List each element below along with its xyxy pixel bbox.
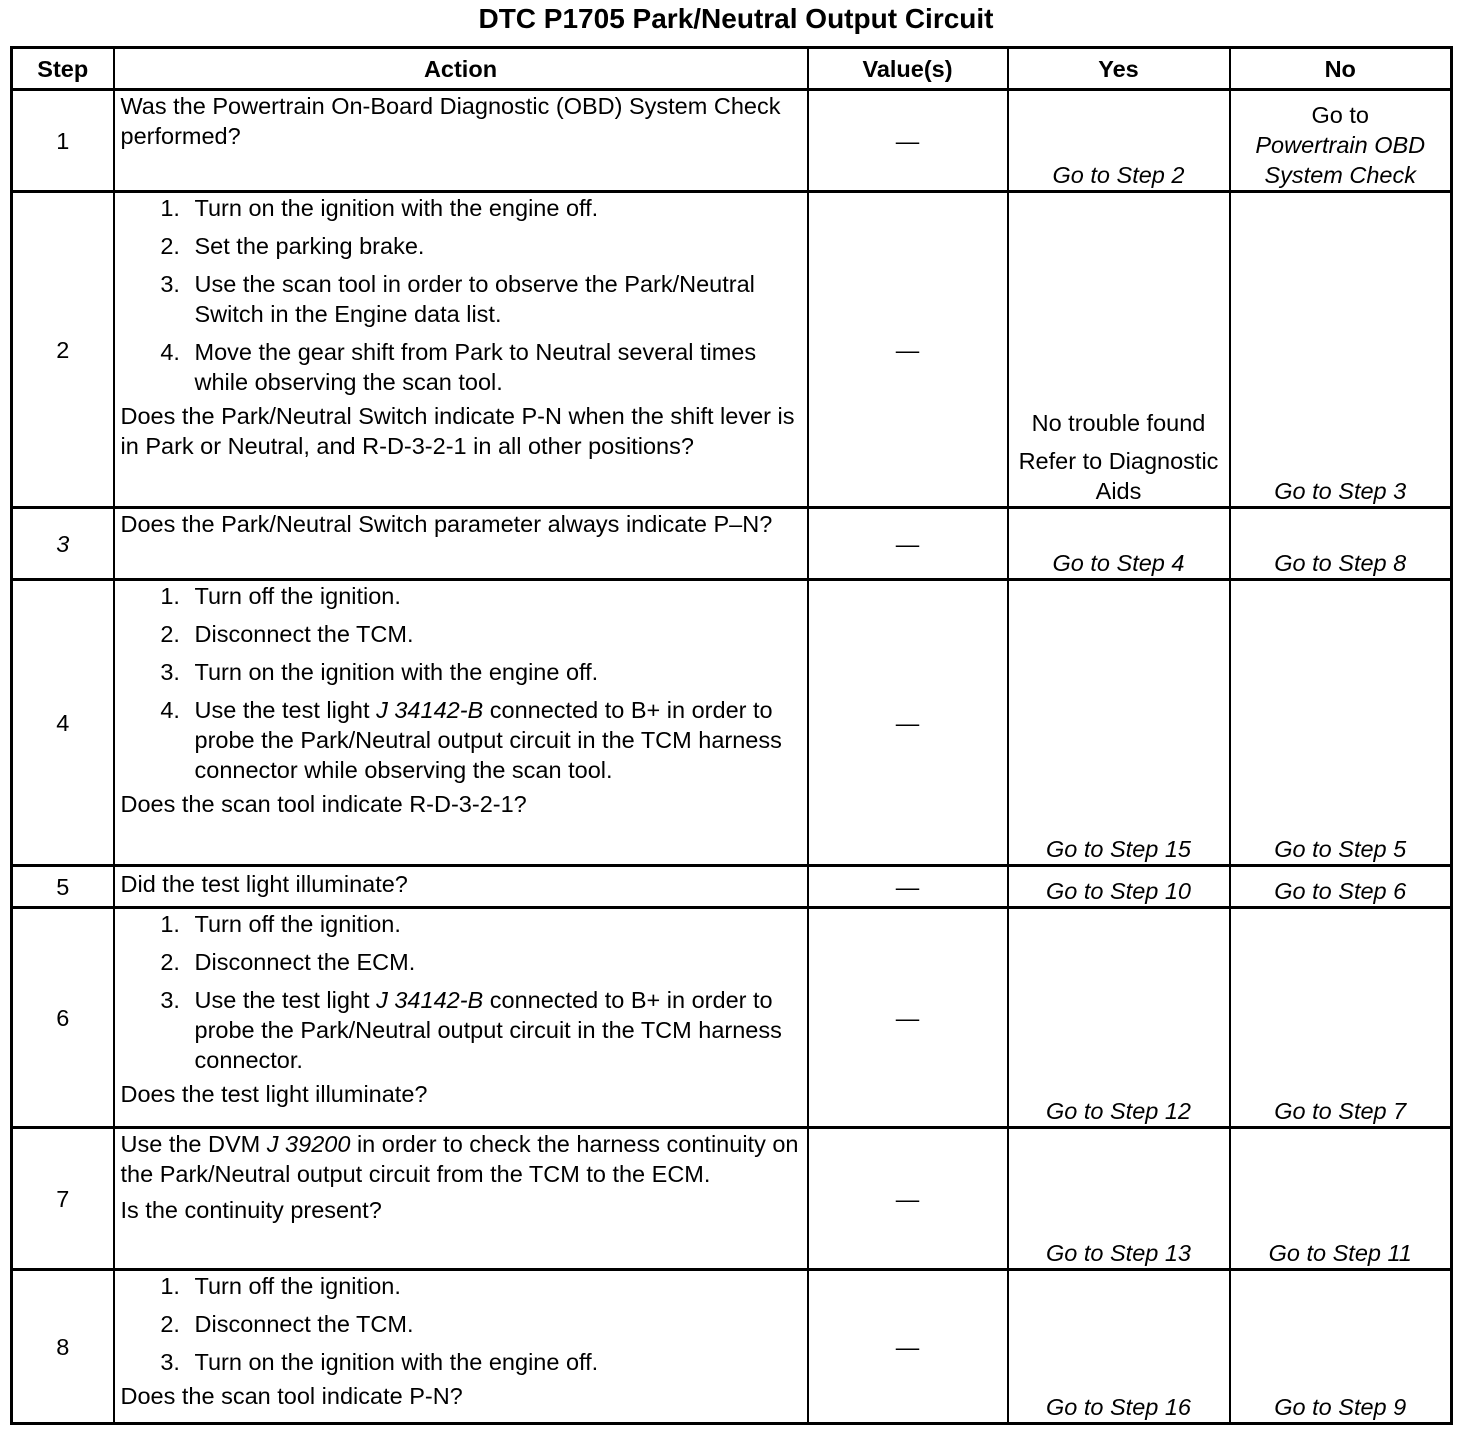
step-number: 3 <box>12 508 114 580</box>
table-row <box>12 508 1452 580</box>
value-cell: — <box>808 1128 1008 1270</box>
substep-list <box>121 1271 801 1377</box>
tool-reference: J 34142-B <box>376 697 484 723</box>
substep-list <box>121 581 801 785</box>
value-cell: — <box>808 192 1008 508</box>
action-text-part: Use the DVM <box>120 1131 267 1157</box>
step-number: 7 <box>12 1128 114 1270</box>
table-row <box>12 192 1452 508</box>
substep: 1. Turn on the ignition with the engine off. <box>187 193 801 223</box>
value-cell: — <box>808 908 1008 1128</box>
substep: 3. Turn on the ignition with the engine off. <box>187 657 801 687</box>
action-cell <box>114 508 808 580</box>
table-row <box>12 90 1452 192</box>
yes-text: No trouble found <box>1031 410 1206 436</box>
action-cell <box>114 1270 808 1424</box>
substep: 4. Move the gear shift from Park to Neutral several times while observing the scan tool. <box>187 337 801 397</box>
action-question: Does the Park/Neutral Switch indicate P-N when the shift lever is in Park or Neutral, and R-D-3-2-1 in all other positions? <box>120 403 795 459</box>
substep: 3. Use the scan tool in order to observe the Park/Neutral Switch in the Engine data list. <box>187 269 801 329</box>
action-cell <box>114 90 808 192</box>
action-question: Does the test light illuminate? <box>120 1081 428 1107</box>
substep: 1. Turn off the ignition. <box>187 909 801 939</box>
yes-cell: Go to Step 2 <box>1008 90 1230 192</box>
substep <box>187 985 801 1075</box>
yes-cell: Go to Step 16 <box>1008 1270 1230 1424</box>
action-cell <box>114 192 808 508</box>
no-cell: Go to Step 5 <box>1230 580 1452 866</box>
action-text <box>121 1129 801 1189</box>
action-question: Does the Park/Neutral Switch parameter always indicate P–N? <box>120 511 773 537</box>
substep: 2. Set the parking brake. <box>187 231 801 261</box>
diagnostic-table <box>10 46 1453 1425</box>
yes-cell: Go to Step 15 <box>1008 580 1230 866</box>
table-row <box>12 1270 1452 1424</box>
header-row <box>12 48 1452 90</box>
substep-list <box>121 909 801 1075</box>
substep-text: connected to B+ in order to probe the Park/Neutral output circuit in the TCM harness connector while observing the scan tool. <box>194 697 782 783</box>
page-title: DTC P1705 Park/Neutral Output Circuit <box>478 3 994 34</box>
substep-text: Use the test light <box>194 987 377 1013</box>
no-cell: Go to Step 11 <box>1230 1128 1452 1270</box>
substep: 3. Turn on the ignition with the engine off. <box>187 1347 801 1377</box>
step-number: 8 <box>12 1270 114 1424</box>
column-header-yes: Yes <box>1008 48 1230 90</box>
yes-cell: Go to Step 4 <box>1008 508 1230 580</box>
no-cell: Go to Step 7 <box>1230 908 1452 1128</box>
substep: 1. Turn off the ignition. <box>187 581 801 611</box>
substep: 2. Disconnect the ECM. <box>187 947 801 977</box>
action-question: Does the scan tool indicate P-N? <box>120 1383 463 1409</box>
tool-reference: J 34142-B <box>376 987 484 1013</box>
yes-cell: Go to Step 10 <box>1008 866 1230 908</box>
action-cell <box>114 1128 808 1270</box>
value-cell: — <box>808 90 1008 192</box>
action-text-part: in order to check the harness continuity on the Park/Neutral output circuit from the TCM to the ECM. <box>120 1131 799 1187</box>
step-number: 1 <box>12 90 114 192</box>
action-question: Does the scan tool indicate R-D-3-2-1? <box>120 791 527 817</box>
yes-cell: Go to Step 12 <box>1008 908 1230 1128</box>
yes-cell: Go to Step 13 <box>1008 1128 1230 1270</box>
column-header-step: Step <box>12 48 114 90</box>
no-link: Powertrain OBD System Check <box>1255 132 1426 188</box>
yes-cell <box>1008 192 1230 508</box>
value-cell: — <box>808 1270 1008 1424</box>
substep-text: Use the test light <box>194 697 377 723</box>
table-row <box>12 580 1452 866</box>
no-cell: Go to Step 6 <box>1230 866 1452 908</box>
column-header-action: Action <box>114 48 808 90</box>
substep-text: connected to B+ in order to probe the Park/Neutral output circuit in the TCM harness connector. <box>194 987 782 1073</box>
yes-text: Refer to Diagnostic Aids <box>1018 448 1219 504</box>
action-question: Did the test light illuminate? <box>120 871 408 897</box>
step-number: 5 <box>12 866 114 908</box>
action-question: Is the continuity present? <box>120 1197 382 1223</box>
value-cell: — <box>808 580 1008 866</box>
substep-list <box>121 193 801 397</box>
action-cell <box>114 866 808 908</box>
step-number: 6 <box>12 908 114 1128</box>
no-cell: Go to Step 9 <box>1230 1270 1452 1424</box>
column-header-no: No <box>1230 48 1452 90</box>
value-cell: — <box>808 508 1008 580</box>
substep <box>187 695 801 785</box>
step-number: 4 <box>12 580 114 866</box>
substep: 2. Disconnect the TCM. <box>187 1309 801 1339</box>
table-row <box>12 908 1452 1128</box>
no-cell: Go to Step 8 <box>1230 508 1452 580</box>
column-header-values: Value(s) <box>808 48 1008 90</box>
action-cell <box>114 908 808 1128</box>
table-row <box>12 1128 1452 1270</box>
no-cell <box>1230 90 1452 192</box>
value-cell: — <box>808 866 1008 908</box>
table-row <box>12 866 1452 908</box>
action-cell <box>114 580 808 866</box>
substep: 1. Turn off the ignition. <box>187 1271 801 1301</box>
no-cell: Go to Step 3 <box>1230 192 1452 508</box>
action-question: Was the Powertrain On-Board Diagnostic (OBD) System Check performed? <box>120 93 781 149</box>
substep: 2. Disconnect the TCM. <box>187 619 801 649</box>
tool-reference: J 39200 <box>266 1131 351 1157</box>
no-text: Go to <box>1311 102 1369 128</box>
step-number: 2 <box>12 192 114 508</box>
